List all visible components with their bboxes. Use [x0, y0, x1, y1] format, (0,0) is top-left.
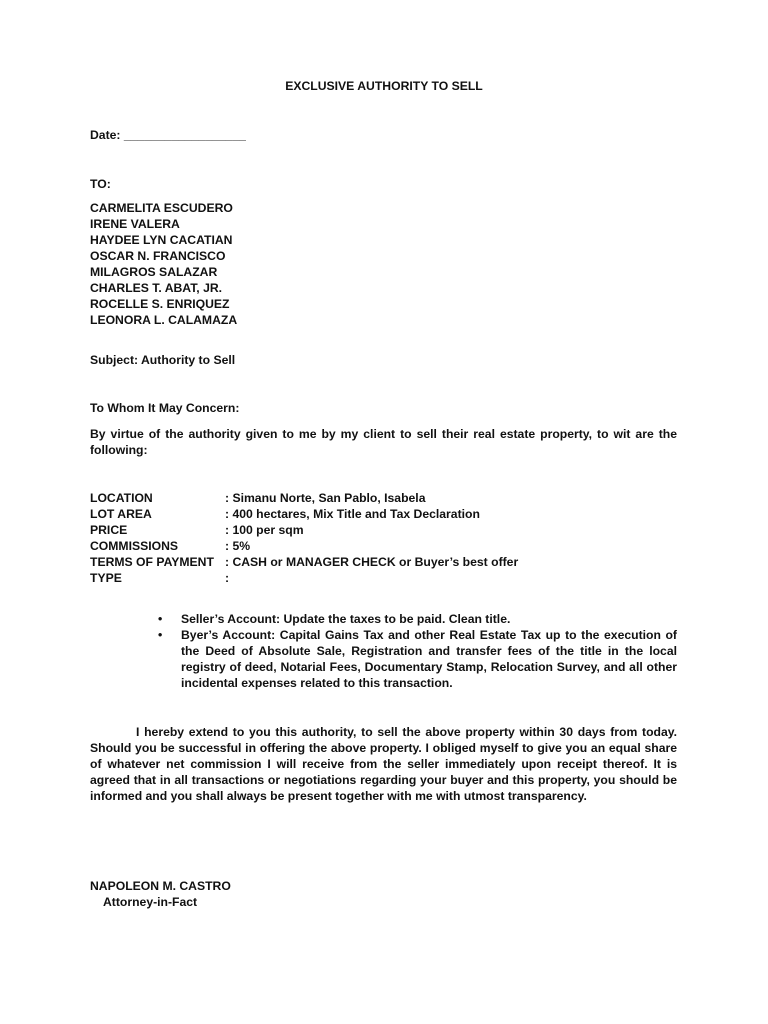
closing-paragraph: I hereby extend to you this authority, to sell the above property within 30 days from today. Should you be successful in offering the above property. I obliged myself to give you an equal share of whatever net commission I will receive from the seller immediately upon receipt thereof. It is agreed that in all transactions or negotiations regarding your buyer and this property, you should be informed and you shall always be present together with me with utmost transparency.	[90, 725, 677, 803]
recipient-name: IRENE VALERA	[90, 217, 180, 231]
recipient-name: OSCAR N. FRANCISCO	[90, 249, 226, 263]
detail-value: :	[225, 571, 230, 585]
recipient-name: HAYDEE LYN CACATIAN	[90, 233, 233, 247]
detail-row	[90, 570, 518, 586]
account-notes-list	[158, 611, 677, 691]
recipient-name: LEONORA L. CALAMAZA	[90, 313, 238, 327]
detail-key: TERMS OF PAYMENT	[90, 555, 214, 569]
detail-value: : CASH or MANAGER CHECK or Buyer’s best offer	[225, 555, 519, 569]
note-item-seller	[158, 611, 677, 627]
date-blank: __________________	[123, 128, 246, 142]
to-label: TO:	[90, 177, 111, 191]
signer-role: Attorney-in-Fact	[103, 895, 198, 909]
date-label: Date:	[90, 128, 121, 142]
detail-value: : Simanu Norte, San Pablo, Isabela	[225, 491, 426, 505]
note-text: Seller’s Account: Update the taxes to be paid. Clean title.	[181, 612, 511, 626]
date-line	[90, 127, 246, 143]
detail-value: : 5%	[225, 539, 251, 553]
bullet-icon: •	[158, 612, 163, 626]
recipient-list	[90, 200, 237, 328]
detail-key: LOCATION	[90, 491, 153, 505]
salutation: To Whom It May Concern:	[90, 401, 240, 415]
recipient-name: ROCELLE S. ENRIQUEZ	[90, 297, 230, 311]
detail-row	[90, 490, 518, 506]
note-text: Byer’s Account: Capital Gains Tax and other Real Estate Tax up to the execution of the Deed of Absolute Sale, Registration and transfer fees of the title in the local registry of deed, Notarial Fees, Documentary Stamp, Relocation Survey, and all other incidental expenses related to this transaction.	[181, 628, 677, 690]
note-item-buyer	[158, 627, 677, 691]
signer-name: NAPOLEON M. CASTRO	[90, 879, 231, 893]
detail-value: : 400 hectares, Mix Title and Tax Declaration	[225, 507, 480, 521]
bullet-icon: •	[158, 628, 163, 642]
detail-row	[90, 522, 518, 538]
detail-row	[90, 554, 518, 570]
recipient-name: CARMELITA ESCUDERO	[90, 201, 233, 215]
intro-paragraph: By virtue of the authority given to me by my client to sell their real estate property, to wit are the following:	[90, 427, 677, 457]
detail-row	[90, 506, 518, 522]
recipient-name: CHARLES T. ABAT, JR.	[90, 281, 223, 295]
property-details-table	[90, 490, 518, 586]
detail-key: PRICE	[90, 523, 128, 537]
detail-row	[90, 538, 518, 554]
subject-line: Subject: Authority to Sell	[90, 353, 236, 367]
detail-key: TYPE	[90, 571, 122, 585]
recipient-name: MILAGROS SALAZAR	[90, 265, 218, 279]
detail-key: COMMISSIONS	[90, 539, 179, 553]
detail-key: LOT AREA	[90, 507, 152, 521]
document-title: EXCLUSIVE AUTHORITY TO SELL	[285, 79, 483, 93]
detail-value: : 100 per sqm	[225, 523, 304, 537]
